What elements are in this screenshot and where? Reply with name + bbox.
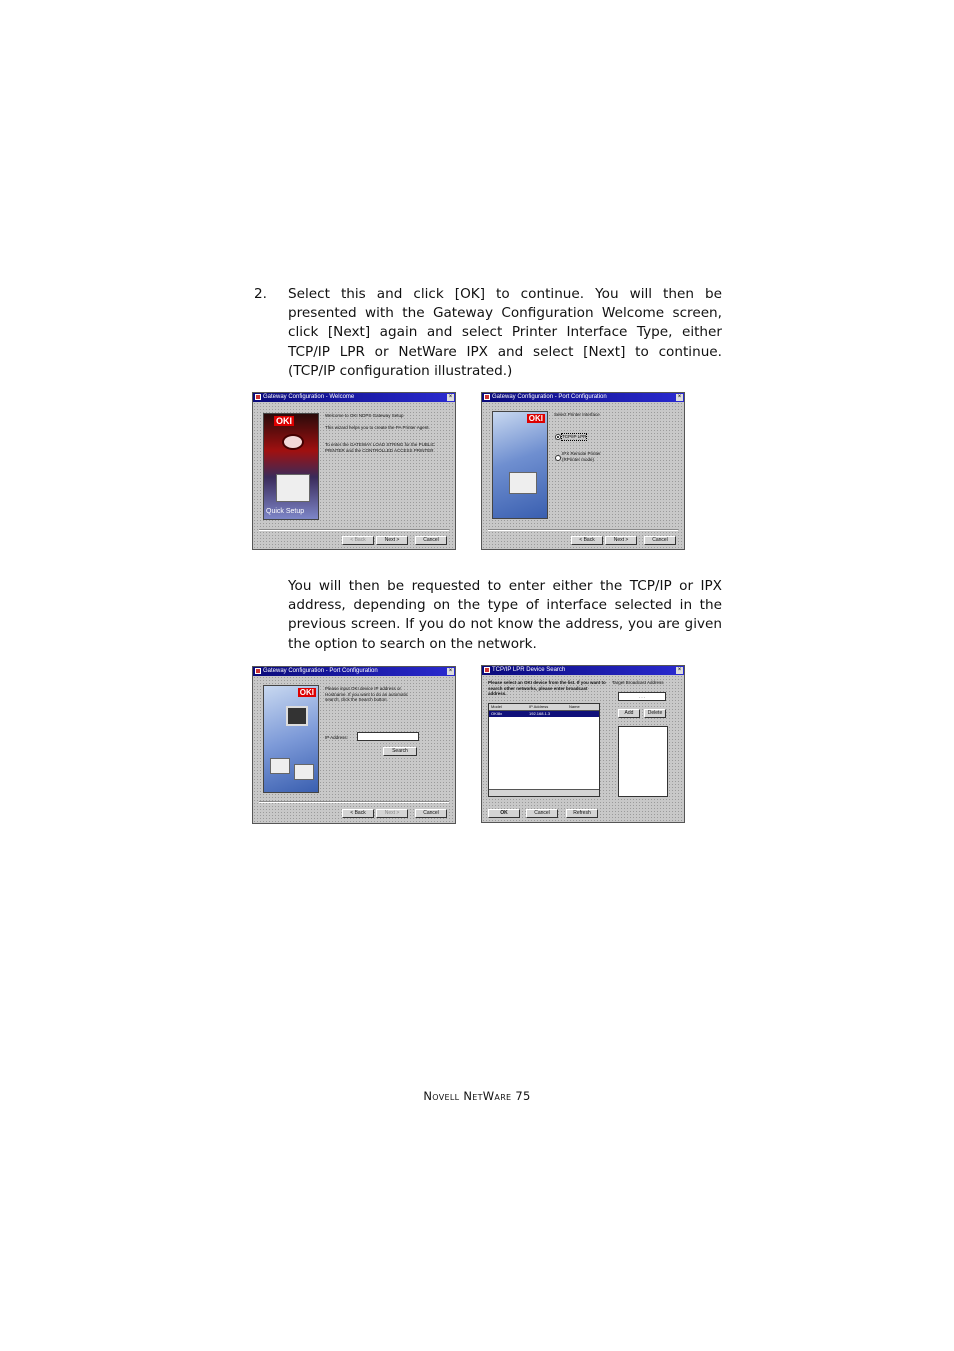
target-broadcast-label: Target Broadcast Address [612,680,664,685]
next-button[interactable]: Next > [376,536,408,545]
address-paragraph: You will then be requested to enter either the TCP/IP or IPX address, depending on the type of interface selected in the previous screen. If you do not know the address, you are given the option to search on the network. [288,578,722,652]
refresh-button[interactable]: Refresh [566,809,598,818]
network-computers-image [263,685,319,793]
cancel-button[interactable]: Cancel [415,536,447,545]
quick-setup-label: Quick Setup [266,508,305,515]
close-icon: × [677,667,682,673]
step-number: 2. [254,286,267,302]
window-icon [484,394,490,400]
cancel-button[interactable]: Cancel [644,536,676,545]
welcome-line-1: Welcome to OKI NDPS Gateway Setup [325,413,404,418]
tcpip-option-label: TCP/IP LPR [562,434,587,439]
broadcast-address-input[interactable]: . . . [618,692,666,701]
welcome-dialog-screenshot [252,392,456,550]
ipx-radio[interactable] [555,455,561,461]
back-button[interactable]: < Back [342,809,374,818]
back-button[interactable]: < Back [342,536,374,545]
delete-button[interactable]: Delete [644,709,666,718]
ipx-option-label: IPX Remote Printer (RPrinter mode) [562,451,601,462]
computer-image [286,706,308,726]
separator [488,529,678,531]
ip-address-label: IP Address: [325,735,348,740]
add-button[interactable]: Add [618,709,640,718]
next-button[interactable]: Next > [376,809,408,818]
port-config-ip-dialog-screenshot [252,666,456,824]
step-2-text: Select this and click [OK] to continue. You will then be presented with the Gateway Configuration Welcome screen, click [Next] again and select Printer Interface Type, either TCP/IP LPR or NetWare IPX and select [Next] to continue. (TCP/IP configuration illustrated.) [288,286,722,379]
device-list[interactable] [488,703,600,797]
port2-title: Gateway Configuration - Port Configuration [263,668,378,674]
window-icon [255,394,261,400]
ok-button[interactable]: OK [488,809,520,818]
network-image [492,411,548,519]
horizontal-scrollbar[interactable] [489,789,599,796]
footer-section-title: Novell NetWare [423,1089,512,1103]
eye-image [282,434,304,450]
port1-titlebar [482,393,684,402]
next-button[interactable]: Next > [605,536,637,545]
printer-image [294,764,314,780]
interface-heading: Select Printer Interface [554,412,600,417]
ip-address-input[interactable] [357,732,419,741]
search-instructions: Please select an OKI device from the list. If you want to search other networks, please enter broadcast address. [488,680,606,696]
welcome-titlebar [253,393,455,402]
oki-quick-setup-image [263,413,319,520]
row-ip-address: 192.168.1.3 [529,711,551,716]
welcome-title: Gateway Configuration - Welcome [263,394,355,400]
printer-image [509,472,537,494]
cancel-button[interactable]: Cancel [415,809,447,818]
table-row[interactable] [489,711,599,717]
close-icon: × [448,394,453,400]
col-model: Model [491,704,502,709]
broadcast-address-list[interactable] [618,726,668,797]
search-button[interactable]: Search [383,747,417,756]
device-list-header [489,704,599,711]
ip-instructions: Please input OKI device IP address or Hostname. If you want to do an automatic search, click the Search button. [325,686,409,702]
row-model: OKI8x [491,711,503,716]
col-ip-address: IP Address [529,704,549,709]
oki-logo: OKI [276,416,293,426]
close-icon: × [677,394,682,400]
col-name: Name [569,704,580,709]
welcome-line-3: To enter the GATEWAY LOAD STRING for the PUBLIC PRINTER and the CONTROLLED ACCESS PRINTER [325,442,435,453]
page-number: 75 [515,1089,531,1103]
cancel-button[interactable]: Cancel [526,809,558,818]
back-button[interactable]: < Back [571,536,603,545]
port-config-interface-dialog-screenshot [481,392,685,550]
separator [259,529,449,531]
window-icon [255,668,261,674]
separator [259,801,449,803]
oki-logo: OKI [299,688,314,697]
search-title: TCP/IP LPR Device Search [492,667,566,673]
search-titlebar [482,666,684,675]
page-footer [0,1089,954,1103]
oki-logo: OKI [528,414,543,423]
tcpip-radio[interactable] [555,434,561,440]
printer-image [276,474,310,502]
window-icon [484,667,490,673]
welcome-line-2: This wizard helps you to create the PA Printer Agent. [325,425,430,430]
port2-titlebar [253,667,455,676]
port1-title: Gateway Configuration - Port Configuration [492,394,607,400]
close-icon: × [448,668,453,674]
printer-image [270,758,290,774]
device-search-dialog-screenshot [481,665,685,823]
